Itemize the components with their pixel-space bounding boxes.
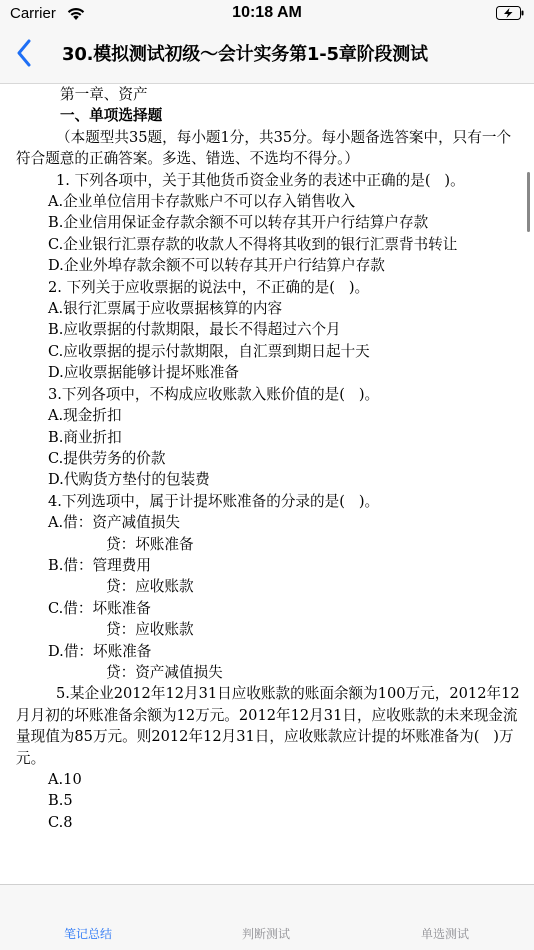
option-text: B.应收票据的付款期限，最长不得超过六个月 [48, 321, 341, 339]
option-text: C.企业银行汇票存款的收款人不得将其收到的银行汇票背书转让 [48, 235, 458, 253]
option-text: A.10 [48, 771, 82, 788]
option-text: 贷：应收账款 [106, 578, 194, 596]
option-text: C.提供劳务的价款 [48, 449, 166, 467]
carrier-label: Carrier [10, 5, 56, 22]
notes-content[interactable] [0, 84, 534, 884]
chevron-left-icon [16, 39, 32, 67]
tab-single-choice-test[interactable]: 单选测试 [420, 927, 469, 941]
question-1: 1. 下列各项中，关于其他货币资金业务的表述中正确的是( )。 [56, 171, 465, 189]
option-text: B.商业折扣 [48, 428, 122, 446]
option-text: D.企业外埠存款余额不可以转存其开户行结算户存款 [48, 257, 385, 275]
option-text: D.借：坏账准备 [48, 642, 152, 660]
chapter-heading: 第一章、资产 [60, 86, 148, 103]
option-text: B.5 [48, 792, 73, 810]
option-text: A.银行汇票属于应收票据核算的内容 [48, 300, 283, 318]
option-text: A.借：资产减值损失 [48, 514, 180, 532]
navigation-bar [0, 22, 534, 84]
option-text: D.应收票据能够计提坏账准备 [48, 364, 239, 382]
tab-notes-summary[interactable]: 笔记总结 [63, 927, 112, 941]
option-text: C.借：坏账准备 [48, 599, 151, 617]
page-title: 30.模拟测试初级～会计实务第1-5章阶段测试 [62, 44, 428, 65]
question-4: 4.下列选项中，属于计提坏账准备的分录的是( )。 [48, 492, 380, 510]
option-text: 贷：应收账款 [106, 621, 194, 639]
question-2: 2. 下列关于应收票据的说法中，不正确的是( )。 [48, 278, 370, 296]
tab-true-false-test[interactable]: 判断测试 [241, 927, 290, 941]
back-button[interactable] [8, 36, 40, 70]
question-5: 5.某企业2012年12月31日应收账款的账面余额为100万元，2012年12月月初的坏账准备余额为12万元。2012年12月31日，应收账款的未来现金流量现值为85万元。则2012年12月31日，应收账款应计提的坏账准备为( )万元。 [16, 685, 520, 767]
status-time: 10:18 AM [232, 4, 302, 21]
option-text: C.8 [48, 813, 73, 831]
option-text: A.现金折扣 [48, 407, 122, 425]
option-text: C.应收票据的提示付款期限，自汇票到期日起十天 [48, 342, 370, 360]
option-text: A.企业单位信用卡存款账户不可以存入销售收入 [48, 193, 356, 211]
battery-charging-icon [496, 6, 524, 20]
option-text: B.企业信用保证金存款余额不可以转存其开户行结算户存款 [48, 214, 429, 232]
section-instructions: （本题型共35题，每小题1分，共35分。每小题备选答案中，只有一个符合题意的正确答案。多选、错选、不选均不得分。） [16, 128, 512, 168]
tab-bar [0, 884, 534, 950]
option-text: 贷：坏账准备 [106, 535, 194, 553]
option-text: D.代购货方垫付的包装费 [48, 471, 210, 489]
section-heading: 一、单项选择题 [60, 107, 163, 125]
scrollbar[interactable] [527, 172, 530, 232]
question-3: 3.下列各项中，不构成应收账款入账价值的是( )。 [48, 385, 380, 403]
option-text: 贷：资产减值损失 [106, 663, 223, 681]
option-text: B.借：管理费用 [48, 556, 151, 574]
